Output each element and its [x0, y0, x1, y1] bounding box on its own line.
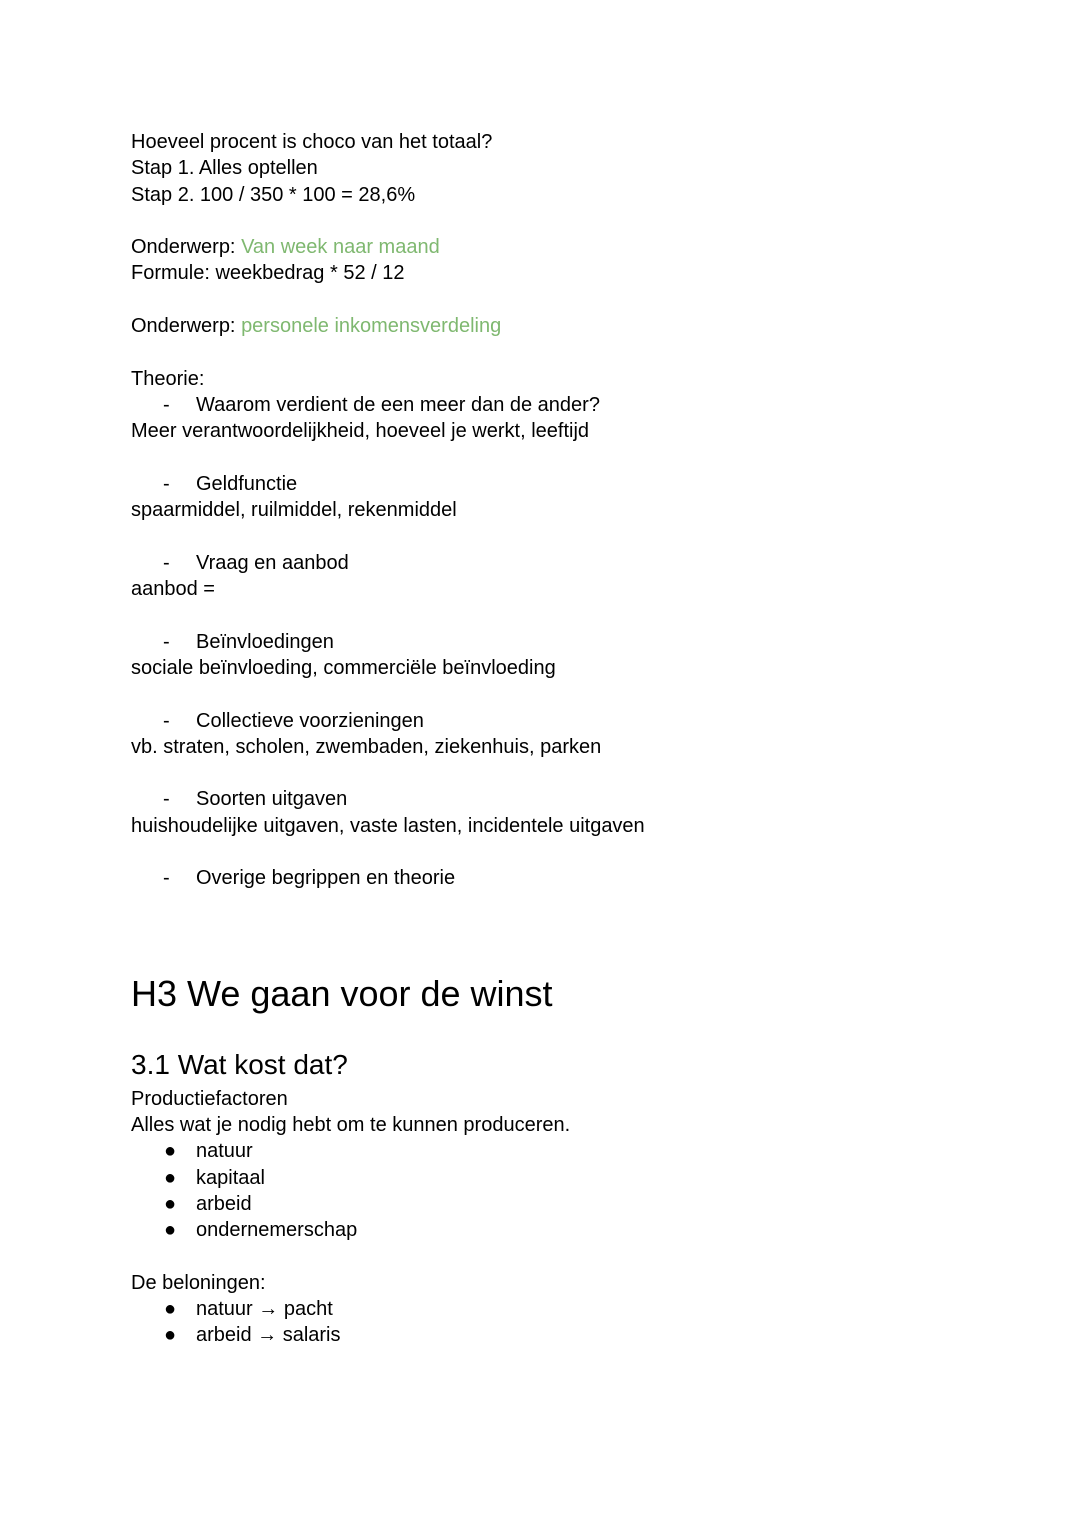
dash-bullet-icon: - [163, 709, 170, 732]
topic-label: Onderwerp: [131, 315, 242, 338]
theory-item-title: Soorten uitgaven [196, 788, 348, 811]
factor-label: arbeid [196, 1192, 252, 1215]
chapter-title: H3 We gaan voor de winst [131, 972, 553, 1014]
dash-bullet-icon: - [163, 393, 170, 416]
spacer [131, 760, 951, 786]
reward-item [131, 1296, 951, 1322]
reward-item [131, 1322, 951, 1348]
theory-item-title: Geldfunctie [196, 472, 298, 495]
topic-line-week-month [131, 234, 951, 260]
bullet-dot-icon: ● [164, 1219, 177, 1242]
spacer [131, 287, 951, 313]
theory-item-detail: Meer verantwoordelijkheid, hoeveel je werkt, leeftijd [131, 420, 590, 443]
step-1-line: Stap 1. Alles optellen [131, 157, 318, 180]
question-line: Hoeveel procent is choco van het totaal? [131, 131, 493, 153]
spacer [131, 839, 951, 865]
dash-bullet-icon: - [163, 472, 170, 495]
theory-item [131, 629, 951, 655]
theory-item-detail: spaarmiddel, ruilmiddel, rekenmiddel [131, 499, 457, 522]
dash-bullet-icon: - [163, 867, 170, 890]
factor-item [131, 1217, 951, 1243]
theory-item [131, 708, 951, 734]
topic-value: personele inkomensverdeling [241, 315, 502, 338]
reward-label: natuur → pacht [196, 1297, 333, 1320]
theory-item-title: Collectieve voorzieningen [196, 709, 424, 732]
theory-item [131, 865, 951, 891]
theory-item-detail: vb. straten, scholen, zwembaden, ziekenhuis, parken [131, 735, 602, 758]
bullet-dot-icon: ● [164, 1140, 177, 1163]
factor-item [131, 1138, 951, 1164]
formula-line: Formule: weekbedrag * 52 / 12 [131, 262, 405, 285]
spacer [131, 1243, 951, 1269]
spacer [131, 681, 951, 707]
document-page [131, 129, 951, 1349]
spacer [131, 523, 951, 549]
factor-label: natuur [196, 1140, 253, 1163]
section-title: 3.1 Wat kost dat? [131, 1048, 348, 1080]
factor-label: kapitaal [196, 1166, 265, 1189]
theory-item-detail: aanbod = [131, 578, 215, 601]
term-line: Productiefactoren [131, 1087, 288, 1110]
theory-item-title: Beïnvloedingen [196, 630, 334, 653]
bullet-dot-icon: ● [164, 1166, 177, 1189]
bullet-dot-icon: ● [164, 1324, 177, 1347]
theory-item-title: Vraag en aanbod [196, 551, 349, 574]
theory-item-detail: huishoudelijke uitgaven, vaste lasten, incidentele uitgaven [131, 814, 645, 837]
spacer [131, 602, 951, 628]
definition-line: Alles wat je nodig hebt om te kunnen produceren. [131, 1113, 571, 1136]
spacer [131, 445, 951, 471]
theory-item [131, 471, 951, 497]
theory-heading: Theorie: [131, 367, 205, 390]
dash-bullet-icon: - [163, 551, 170, 574]
spacer [131, 208, 951, 234]
dash-bullet-icon: - [163, 630, 170, 653]
rewards-heading: De beloningen: [131, 1271, 266, 1294]
theory-item-detail: sociale beïnvloeding, commerciële beïnvloeding [131, 656, 556, 679]
reward-label: arbeid → salaris [196, 1324, 341, 1347]
bullet-dot-icon: ● [164, 1192, 177, 1215]
topic-line-income-distribution [131, 313, 951, 339]
theory-item [131, 550, 951, 576]
theory-item-title: Waarom verdient de een meer dan de ander? [196, 393, 600, 416]
theory-item-title: Overige begrippen en theorie [196, 867, 456, 890]
factor-label: ondernemerschap [196, 1219, 358, 1242]
theory-item [131, 392, 951, 418]
dash-bullet-icon: - [163, 788, 170, 811]
theory-item [131, 786, 951, 812]
topic-label: Onderwerp: [131, 236, 242, 259]
factor-item [131, 1165, 951, 1191]
factor-item [131, 1191, 951, 1217]
topic-value: Van week naar maand [241, 236, 440, 259]
step-2-line: Stap 2. 100 / 350 * 100 = 28,6% [131, 183, 416, 206]
spacer [131, 339, 951, 365]
bullet-dot-icon: ● [164, 1297, 177, 1320]
